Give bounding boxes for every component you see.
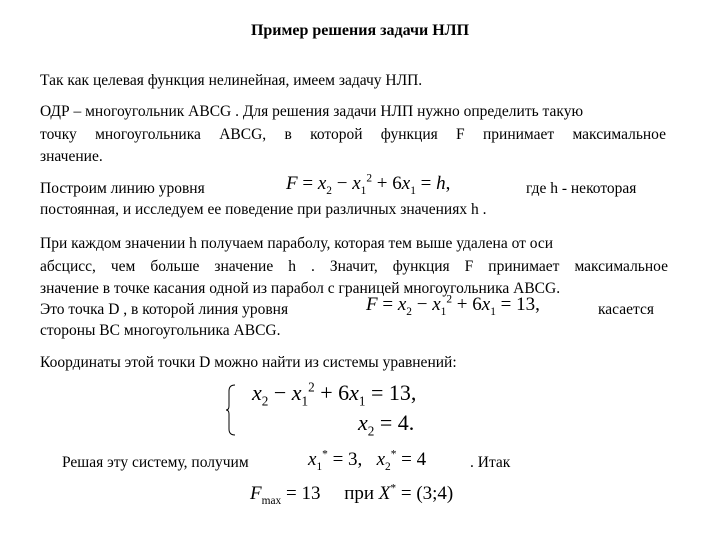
formula-level-line: $F = x_2 - x_1^2 + 6x_1 = h$,	[286, 172, 451, 197]
paragraph-odr-line2: точку многоугольника ABCG, в которой функция F принимает максимальное	[40, 126, 666, 143]
paragraph-odr-line3: значение.	[40, 148, 103, 165]
paragraph-solving-left: Решая эту систему, получим	[62, 454, 249, 471]
paragraph-coordinates: Координаты этой точки D можно найти из системы уравнений:	[40, 354, 457, 371]
system-brace	[226, 384, 236, 436]
paragraph-odr-line1: ОДР – многоугольник ABCG . Для решения задачи НЛП нужно определить такую	[40, 103, 584, 120]
paragraph-parabola-line4-right: касается	[598, 301, 654, 318]
slide-title: Пример решения задачи НЛП	[250, 22, 470, 39]
paragraph-solving-right: . Итак	[470, 454, 511, 471]
paragraph-level-line-right: где h - некоторая	[526, 180, 637, 197]
paragraph-parabola-line4-left: Это точка D , в которой линия уровня	[40, 301, 289, 318]
paragraph-parabola-line5: стороны BC многоугольника ABCG.	[40, 322, 281, 339]
paragraph-level-line-2: постоянная, и исследуем ее поведение при различных значениях h .	[40, 201, 487, 218]
formula-system-eq1: $x_2 - x_1^2 + 6x_1 = 13$,	[252, 379, 417, 409]
paragraph-parabola-line3: значение в точке касания одной из парабол с границей многоугольника ABCG.	[40, 280, 561, 297]
formula-level-line-13: $F = x_2 - x_1^2 + 6x_1 = 13$,	[366, 293, 540, 318]
paragraph-level-line-left: Построим линию уровня	[40, 180, 205, 197]
formula-solution: $x_1^* = 3$, $x_2^* = 4$	[308, 448, 427, 473]
formula-system-eq2: $x_2 = 4$.	[358, 410, 415, 439]
paragraph-parabola-line1: При каждом значении h получаем параболу, которая тем выше удалена от оси	[40, 235, 554, 252]
paragraph-intro: Так как целевая функция нелинейная, имеем задачу НЛП.	[40, 72, 423, 89]
formula-result: $F_{max} = 13$ при X* = (3;4)	[250, 482, 454, 507]
paragraph-parabola-line2: абсцисс, чем больше значение h . Значит, функция F принимает максимальное	[40, 258, 668, 275]
